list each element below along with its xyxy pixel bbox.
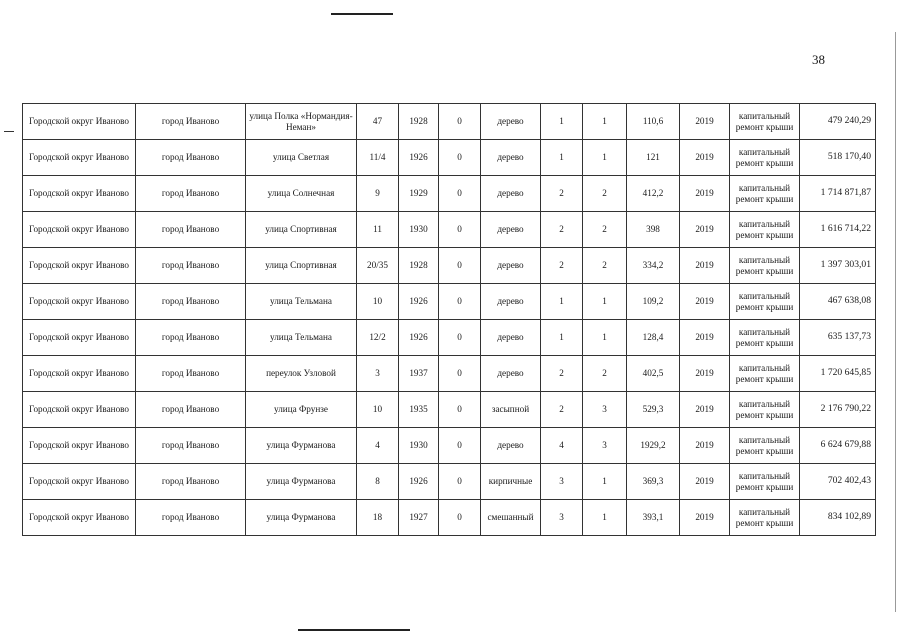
settlement-cell: город Иваново: [136, 140, 246, 176]
wall-material-cell: дерево: [481, 320, 541, 356]
floors-cell: 3: [541, 500, 583, 536]
house-number-cell: 10: [357, 392, 399, 428]
year-cell: 2019: [680, 248, 730, 284]
top-scan-line: [331, 13, 393, 15]
area-cell: 110,6: [627, 104, 680, 140]
work-type-cell: капитальный ремонт крыши: [730, 140, 800, 176]
entrances-cell: 1: [583, 284, 627, 320]
municipality-cell: Городской округ Иваново: [23, 320, 136, 356]
cost-cell: 518 170,40: [800, 140, 876, 176]
area-cell: 402,5: [627, 356, 680, 392]
settlement-cell: город Иваново: [136, 284, 246, 320]
year-cell: 2019: [680, 392, 730, 428]
zero-cell: 0: [439, 176, 481, 212]
cost-cell: 2 176 790,22: [800, 392, 876, 428]
work-type-cell: капитальный ремонт крыши: [730, 248, 800, 284]
work-type-cell: капитальный ремонт крыши: [730, 104, 800, 140]
work-type-cell: капитальный ремонт крыши: [730, 392, 800, 428]
year-cell: 2019: [680, 212, 730, 248]
area-cell: 128,4: [627, 320, 680, 356]
year-built-cell: 1926: [399, 464, 439, 500]
street-cell: улица Солнечная: [246, 176, 357, 212]
entrances-cell: 2: [583, 176, 627, 212]
work-type-cell: капитальный ремонт крыши: [730, 428, 800, 464]
wall-material-cell: дерево: [481, 176, 541, 212]
wall-material-cell: дерево: [481, 104, 541, 140]
floors-cell: 2: [541, 212, 583, 248]
cost-cell: 1 714 871,87: [800, 176, 876, 212]
wall-material-cell: дерево: [481, 284, 541, 320]
table-row: [23, 464, 876, 500]
floors-cell: 2: [541, 356, 583, 392]
year-built-cell: 1926: [399, 320, 439, 356]
municipality-cell: Городской округ Иваново: [23, 140, 136, 176]
year-built-cell: 1930: [399, 428, 439, 464]
table-row: [23, 320, 876, 356]
street-cell: улица Полка «Нормандия-Неман»: [246, 104, 357, 140]
year-cell: 2019: [680, 176, 730, 212]
entrances-cell: 3: [583, 392, 627, 428]
cost-cell: 702 402,43: [800, 464, 876, 500]
table-row: [23, 356, 876, 392]
house-number-cell: 18: [357, 500, 399, 536]
work-type-cell: капитальный ремонт крыши: [730, 284, 800, 320]
wall-material-cell: дерево: [481, 212, 541, 248]
municipality-cell: Городской округ Иваново: [23, 176, 136, 212]
area-cell: 398: [627, 212, 680, 248]
street-cell: улица Спортивная: [246, 248, 357, 284]
zero-cell: 0: [439, 356, 481, 392]
table-row: [23, 428, 876, 464]
house-number-cell: 4: [357, 428, 399, 464]
settlement-cell: город Иваново: [136, 500, 246, 536]
floors-cell: 1: [541, 284, 583, 320]
cost-cell: 1 397 303,01: [800, 248, 876, 284]
settlement-cell: город Иваново: [136, 320, 246, 356]
cost-cell: 467 638,08: [800, 284, 876, 320]
floors-cell: 1: [541, 320, 583, 356]
settlement-cell: город Иваново: [136, 392, 246, 428]
table-row: [23, 392, 876, 428]
house-number-cell: 9: [357, 176, 399, 212]
municipality-cell: Городской округ Иваново: [23, 500, 136, 536]
year-cell: 2019: [680, 284, 730, 320]
area-cell: 412,2: [627, 176, 680, 212]
wall-material-cell: дерево: [481, 248, 541, 284]
entrances-cell: 2: [583, 212, 627, 248]
zero-cell: 0: [439, 320, 481, 356]
settlement-cell: город Иваново: [136, 428, 246, 464]
settlement-cell: город Иваново: [136, 104, 246, 140]
zero-cell: 0: [439, 428, 481, 464]
zero-cell: 0: [439, 104, 481, 140]
work-type-cell: капитальный ремонт крыши: [730, 176, 800, 212]
cost-cell: 479 240,29: [800, 104, 876, 140]
wall-material-cell: дерево: [481, 356, 541, 392]
settlement-cell: город Иваново: [136, 212, 246, 248]
street-cell: улица Спортивная: [246, 212, 357, 248]
street-cell: улица Светлая: [246, 140, 357, 176]
floors-cell: 1: [541, 104, 583, 140]
zero-cell: 0: [439, 140, 481, 176]
wall-material-cell: дерево: [481, 428, 541, 464]
right-edge-mark: [895, 32, 896, 612]
cost-cell: 6 624 679,88: [800, 428, 876, 464]
cost-cell: 1 720 645,85: [800, 356, 876, 392]
street-cell: улица Тельмана: [246, 320, 357, 356]
settlement-cell: город Иваново: [136, 464, 246, 500]
left-margin-mark: [4, 131, 14, 132]
entrances-cell: 2: [583, 356, 627, 392]
entrances-cell: 1: [583, 104, 627, 140]
floors-cell: 2: [541, 176, 583, 212]
year-cell: 2019: [680, 104, 730, 140]
entrances-cell: 1: [583, 500, 627, 536]
table-row: [23, 140, 876, 176]
street-cell: улица Фрунзе: [246, 392, 357, 428]
year-built-cell: 1937: [399, 356, 439, 392]
floors-cell: 2: [541, 248, 583, 284]
entrances-cell: 1: [583, 140, 627, 176]
house-number-cell: 10: [357, 284, 399, 320]
table-row: [23, 104, 876, 140]
house-number-cell: 12/2: [357, 320, 399, 356]
year-built-cell: 1927: [399, 500, 439, 536]
area-cell: 121: [627, 140, 680, 176]
house-number-cell: 11: [357, 212, 399, 248]
work-type-cell: капитальный ремонт крыши: [730, 464, 800, 500]
floors-cell: 1: [541, 140, 583, 176]
year-cell: 2019: [680, 428, 730, 464]
work-type-cell: капитальный ремонт крыши: [730, 212, 800, 248]
wall-material-cell: засыпной: [481, 392, 541, 428]
house-number-cell: 3: [357, 356, 399, 392]
area-cell: 369,3: [627, 464, 680, 500]
cost-cell: 834 102,89: [800, 500, 876, 536]
bottom-scan-line: [298, 629, 410, 631]
entrances-cell: 1: [583, 464, 627, 500]
settlement-cell: город Иваново: [136, 248, 246, 284]
house-number-cell: 20/35: [357, 248, 399, 284]
work-type-cell: капитальный ремонт крыши: [730, 320, 800, 356]
table-row: [23, 176, 876, 212]
area-cell: 393,1: [627, 500, 680, 536]
municipality-cell: Городской округ Иваново: [23, 428, 136, 464]
table-row: [23, 212, 876, 248]
table-row: [23, 500, 876, 536]
wall-material-cell: кирпичные: [481, 464, 541, 500]
zero-cell: 0: [439, 212, 481, 248]
page-number: 38: [812, 52, 825, 67]
year-built-cell: 1935: [399, 392, 439, 428]
street-cell: улица Фурманова: [246, 500, 357, 536]
zero-cell: 0: [439, 392, 481, 428]
street-cell: улица Фурманова: [246, 428, 357, 464]
cost-cell: 635 137,73: [800, 320, 876, 356]
work-type-cell: капитальный ремонт крыши: [730, 500, 800, 536]
entrances-cell: 2: [583, 248, 627, 284]
table-row: [23, 284, 876, 320]
area-cell: 109,2: [627, 284, 680, 320]
house-number-cell: 11/4: [357, 140, 399, 176]
area-cell: 529,3: [627, 392, 680, 428]
municipality-cell: Городской округ Иваново: [23, 356, 136, 392]
municipality-cell: Городской округ Иваново: [23, 248, 136, 284]
street-cell: улица Тельмана: [246, 284, 357, 320]
year-cell: 2019: [680, 464, 730, 500]
year-cell: 2019: [680, 356, 730, 392]
municipality-cell: Городской округ Иваново: [23, 464, 136, 500]
cost-cell: 1 616 714,22: [800, 212, 876, 248]
entrances-cell: 3: [583, 428, 627, 464]
year-built-cell: 1926: [399, 284, 439, 320]
zero-cell: 0: [439, 464, 481, 500]
year-built-cell: 1929: [399, 176, 439, 212]
municipality-cell: Городской округ Иваново: [23, 284, 136, 320]
year-built-cell: 1926: [399, 140, 439, 176]
table-row: [23, 248, 876, 284]
settlement-cell: город Иваново: [136, 176, 246, 212]
zero-cell: 0: [439, 284, 481, 320]
settlement-cell: город Иваново: [136, 356, 246, 392]
floors-cell: 3: [541, 464, 583, 500]
house-number-cell: 8: [357, 464, 399, 500]
zero-cell: 0: [439, 500, 481, 536]
work-type-cell: капитальный ремонт крыши: [730, 356, 800, 392]
year-built-cell: 1928: [399, 104, 439, 140]
year-cell: 2019: [680, 500, 730, 536]
municipality-cell: Городской округ Иваново: [23, 212, 136, 248]
year-built-cell: 1930: [399, 212, 439, 248]
municipality-cell: Городской округ Иваново: [23, 392, 136, 428]
wall-material-cell: дерево: [481, 140, 541, 176]
year-cell: 2019: [680, 140, 730, 176]
year-cell: 2019: [680, 320, 730, 356]
entrances-cell: 1: [583, 320, 627, 356]
floors-cell: 4: [541, 428, 583, 464]
street-cell: улица Фурманова: [246, 464, 357, 500]
floors-cell: 2: [541, 392, 583, 428]
municipality-cell: Городской округ Иваново: [23, 104, 136, 140]
street-cell: переулок Узловой: [246, 356, 357, 392]
year-built-cell: 1928: [399, 248, 439, 284]
area-cell: 334,2: [627, 248, 680, 284]
housing-repair-table: [22, 103, 876, 536]
zero-cell: 0: [439, 248, 481, 284]
wall-material-cell: смешанный: [481, 500, 541, 536]
house-number-cell: 47: [357, 104, 399, 140]
area-cell: 1929,2: [627, 428, 680, 464]
